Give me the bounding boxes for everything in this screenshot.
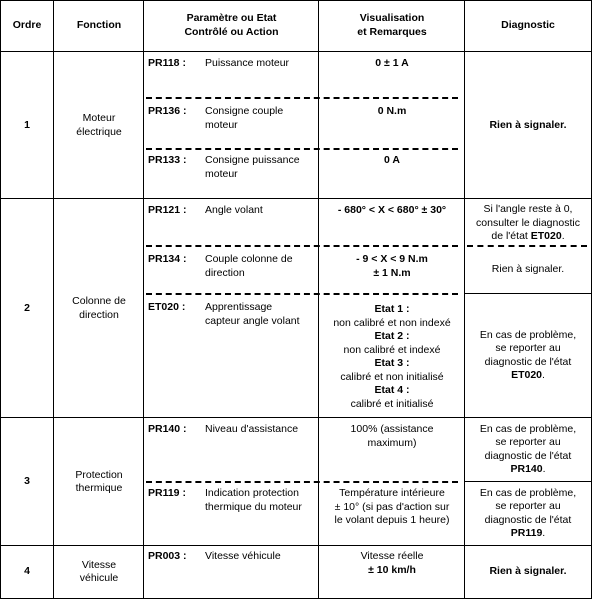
et020-visu	[319, 303, 465, 411]
dashed-divider-3a	[146, 481, 458, 483]
pr140-code: PR140 :	[148, 423, 187, 435]
row3-diag-a-line2: se reporter au	[495, 436, 561, 448]
row3-diag-b-post: .	[542, 527, 546, 539]
et020-label-line2: capteur angle volant	[205, 314, 300, 327]
row2-diag-c-post: .	[542, 369, 545, 381]
row2-diag-b-text: Rien à signaler.	[491, 262, 565, 275]
pr121-visu-line1: - 680° < X < 680° ± 30°	[337, 204, 447, 216]
pr134-label-line1: Couple colonne de	[205, 253, 293, 265]
et020-code: ET020 :	[148, 301, 186, 313]
row3-diag-b-line3: diagnostic de l'état	[484, 513, 572, 526]
et020-state3-title: Etat 3 :	[374, 357, 410, 369]
row3-diag-a-code: PR140	[510, 463, 543, 475]
header-fonction	[54, 0, 144, 52]
et020-state2-text: non calibré et indexé	[343, 343, 441, 356]
pr003-visu-line2: ± 10 km/h	[368, 563, 416, 576]
row4-diagnostic-text: Rien à signaler.	[489, 565, 567, 578]
row4-fonction	[54, 546, 144, 598]
row4-fonction-line2: véhicule	[79, 572, 119, 584]
header-ordre-text: Ordre	[12, 19, 42, 32]
header-visualisation-line2: et Remarques	[357, 25, 427, 38]
row1-fonction-line2: électrique	[76, 125, 122, 138]
pr119-label-line2: thermique du moteur	[205, 500, 302, 513]
row2-diagnostic-c	[465, 294, 591, 417]
pr140-visu-line1: 100% (assistance	[350, 423, 434, 435]
pr133-label-line2: moteur	[205, 167, 238, 180]
row3-diag-a-line3: diagnostic de l'état	[484, 449, 572, 462]
pr136-label-line1: Consigne couple	[205, 105, 284, 117]
row3-diag-a-post: .	[542, 463, 546, 475]
pr134-visu-line2: ± 1 N.m	[373, 266, 411, 279]
row3-diag-b-line1: En cas de problème,	[479, 486, 577, 499]
row2-diag-c-line3: diagnostic de l'état	[484, 355, 572, 368]
pr136-label	[205, 105, 283, 132]
row1-diagnostic-text: Rien à signaler.	[489, 118, 567, 131]
pr119-visu-line3: le volant depuis 1 heure)	[334, 514, 450, 526]
et020-state4-text: calibré et initialisé	[350, 397, 434, 410]
row3-fonction-line2: thermique	[75, 482, 123, 494]
row1-fonction-line1: Moteur	[82, 112, 116, 124]
pr133-visu-line1: 0 A	[384, 154, 400, 166]
row2-fonction-line2: direction	[79, 308, 119, 321]
header-visualisation-line1: Visualisation	[359, 12, 425, 24]
row2-diag-c-line2: se reporter au	[495, 342, 561, 354]
pr119-label-line1: Indication protection	[205, 487, 299, 499]
pr134-label	[205, 253, 293, 280]
header-parametre-line1: Paramètre ou Etat	[186, 12, 277, 24]
row2-ordre-text: 2	[24, 301, 30, 314]
header-ordre	[0, 0, 54, 52]
et020-state1-title: Etat 1 :	[374, 303, 410, 315]
pr003-visu-line1: Vitesse réelle	[360, 550, 424, 562]
header-diagnostic-text: Diagnostic	[501, 19, 555, 32]
et020-state4-title: Etat 4 :	[374, 384, 410, 396]
pr119-visu-line2: ± 10° (si pas d'action sur	[334, 500, 450, 513]
row2-diag-a-code: ET020	[530, 230, 562, 242]
pr136-visu-line1: 0 N.m	[377, 105, 407, 117]
et020-label	[205, 301, 300, 328]
row2-diag-c-code: ET020	[511, 369, 542, 381]
header-visualisation	[319, 12, 465, 42]
row1-diagnostic	[465, 52, 591, 199]
header-fonction-text: Fonction	[76, 19, 122, 32]
row4-diagnostic	[465, 546, 591, 598]
dashed-divider-2b	[146, 293, 458, 295]
pr133-visu	[319, 154, 465, 168]
pr003-label-line1: Vitesse véhicule	[205, 550, 281, 562]
pr003-code: PR003 :	[148, 550, 187, 562]
row2-diag-a-line3: de l'état	[491, 230, 531, 242]
row3-fonction	[54, 418, 144, 546]
header-parametre-line2: Contrôlé ou Action	[184, 25, 279, 38]
pr118-visu	[319, 57, 465, 71]
row2-diag-a-post: .	[561, 230, 565, 242]
pr134-visu-line1: - 9 < X < 9 N.m	[356, 253, 428, 265]
row1-fonction	[54, 52, 144, 199]
pr118-visu-line1: 0 ± 1 A	[375, 57, 409, 69]
pr121-label-line1: Angle volant	[205, 204, 263, 216]
row2-diag-a-line1: Si l'angle reste à 0,	[483, 203, 573, 215]
header-diagnostic	[465, 0, 591, 52]
row4-ordre-text: 4	[24, 565, 30, 578]
pr119-code: PR119 :	[148, 487, 186, 499]
pr121-label	[205, 204, 263, 218]
pr119-visu-line1: Température intérieure	[339, 487, 445, 499]
row3-ordre-text: 3	[24, 475, 30, 488]
row1-ordre-text: 1	[24, 118, 30, 131]
dashed-divider-2a	[146, 245, 458, 247]
pr119-label	[205, 487, 302, 514]
pr134-label-line2: direction	[205, 266, 245, 279]
row2-fonction	[54, 199, 144, 418]
row3-diag-b-code: PR119	[510, 527, 543, 539]
pr133-label	[205, 154, 300, 181]
pr140-label-line1: Niveau d'assistance	[205, 423, 299, 435]
et020-label-line1: Apprentissage	[205, 301, 273, 313]
pr136-label-line2: moteur	[205, 118, 238, 131]
pr121-code: PR121 :	[148, 204, 187, 216]
pr118-code: PR118 :	[148, 57, 186, 69]
row2-diag-a-line2: consulter le diagnostic	[476, 216, 580, 229]
pr140-visu	[319, 423, 465, 450]
dashed-divider-1a	[146, 97, 458, 99]
row2-diagnostic-a	[465, 203, 591, 244]
pr140-label	[205, 423, 298, 437]
pr134-visu	[319, 253, 465, 280]
et020-state1-text: non calibré et non indexé	[333, 316, 451, 329]
dashed-divider-1b	[146, 148, 458, 150]
row3-diag-b-line2: se reporter au	[495, 500, 561, 512]
et020-state2-title: Etat 2 :	[374, 330, 410, 342]
header-parametre	[144, 12, 319, 42]
pr003-label	[205, 550, 281, 564]
pr119-visu	[319, 487, 465, 528]
row3-diagnostic-a	[465, 418, 591, 481]
row3-diagnostic-b	[465, 482, 591, 545]
row3-ordre	[0, 418, 54, 546]
pr136-code: PR136 :	[148, 105, 187, 117]
row3-fonction-line1: Protection	[75, 468, 123, 481]
row4-fonction-line1: Vitesse	[81, 558, 117, 571]
pr136-visu	[319, 105, 465, 119]
row2-ordre	[0, 199, 54, 418]
row4-ordre	[0, 546, 54, 598]
pr118-label	[205, 57, 289, 71]
pr134-code: PR134 :	[148, 253, 187, 265]
et020-state3-text: calibré et non initialisé	[340, 370, 444, 383]
pr118-label-line1: Puissance moteur	[205, 57, 290, 69]
row3-diag-a-line1: En cas de problème,	[479, 422, 577, 435]
row2-fonction-line1: Colonne de	[72, 295, 126, 307]
pr133-code: PR133 :	[148, 154, 187, 166]
row2-diag-c-line1: En cas de problème,	[479, 328, 577, 341]
row1-ordre	[0, 52, 54, 199]
pr133-label-line1: Consigne puissance	[205, 154, 300, 166]
pr140-visu-line2: maximum)	[367, 436, 417, 449]
pr121-visu	[319, 204, 465, 218]
pr003-visu	[319, 550, 465, 577]
row2-diagnostic-b	[465, 246, 591, 293]
